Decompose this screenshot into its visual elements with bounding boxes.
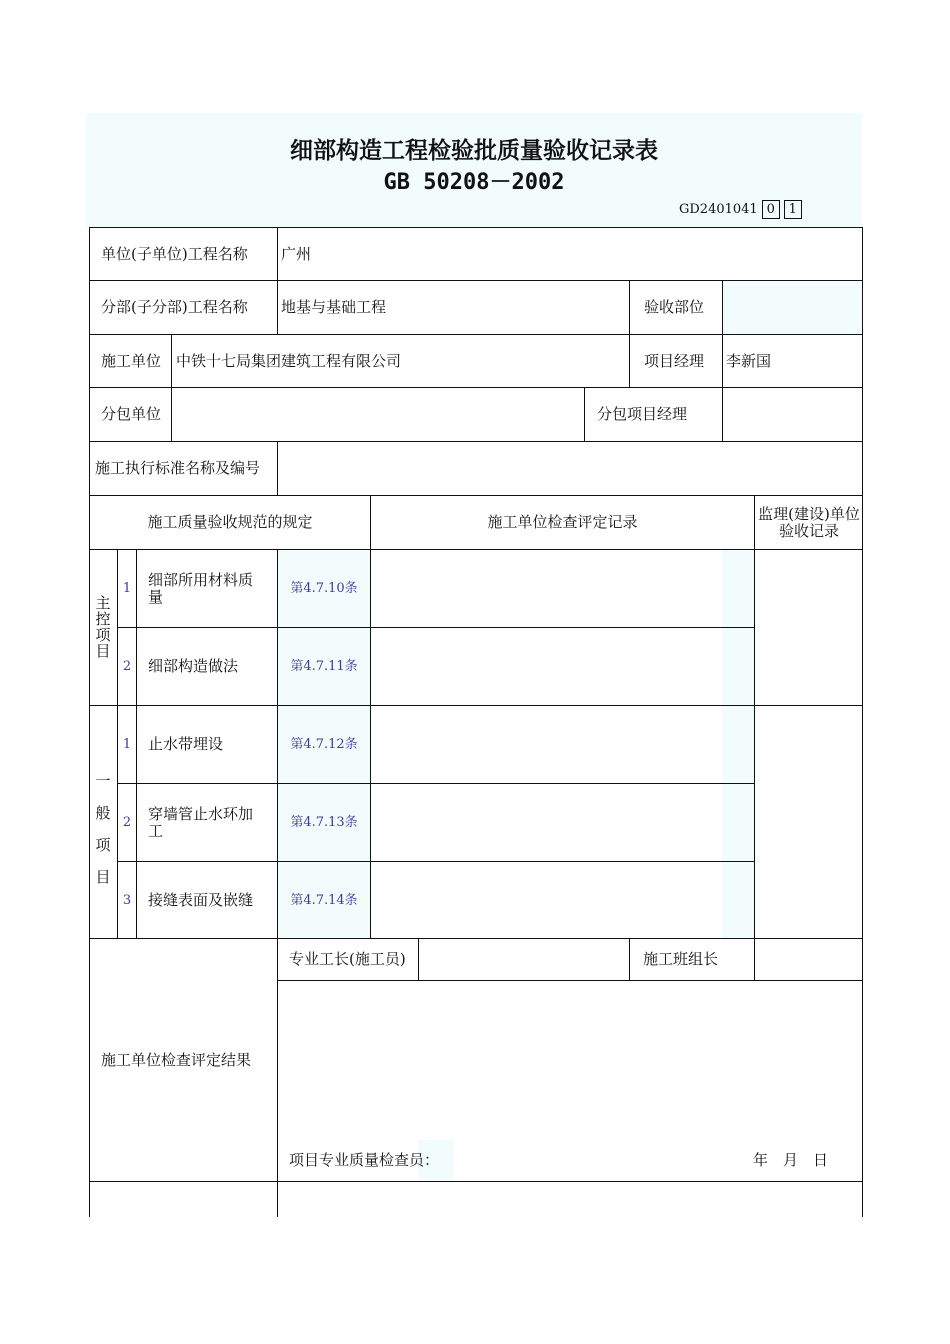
main-item-name: 细部所用材料质量 <box>148 570 254 606</box>
general-item-no: 2 <box>122 815 132 830</box>
general-item-name: 接缝表面及嵌缝 <box>148 890 254 909</box>
form-code-box-1[interactable]: 0 <box>762 200 780 219</box>
manager-value[interactable]: 李新国 <box>726 351 772 370</box>
supervisor-column-header: 监理(建设)单位验收记录 <box>758 505 860 540</box>
general-item-no: 1 <box>122 737 132 752</box>
standard-code: GB 50208－2002 <box>383 170 565 195</box>
form-code-box-2[interactable]: 1 <box>784 200 802 219</box>
acceptance-part-label: 验收部位 <box>644 298 705 316</box>
standard-label: 施工执行标准名称及编号 <box>95 458 261 477</box>
foreman-label: 专业工长(施工员) <box>289 950 406 968</box>
unit-project-label: 单位(子单位)工程名称 <box>101 244 248 263</box>
main-item-no: 1 <box>122 581 132 596</box>
general-item-clause: 第4.7.12条 <box>290 737 358 752</box>
subcontractor-label: 分包单位 <box>101 405 162 423</box>
general-label: 一般项目 <box>95 772 111 886</box>
sub-project-value[interactable]: 地基与基础工程 <box>281 298 387 316</box>
general-item-name: 止水带埋设 <box>148 735 224 753</box>
contractor-value[interactable]: 中铁十七局集团建筑工程有限公司 <box>176 351 402 370</box>
general-item-clause: 第4.7.13条 <box>290 815 358 830</box>
general-item-clause: 第4.7.14条 <box>290 892 358 908</box>
main-item-clause: 第4.7.10条 <box>290 581 358 596</box>
unit-project-value[interactable]: 广州 <box>281 244 312 263</box>
form-title: 细部构造工程检验批质量验收记录表 <box>290 138 658 164</box>
team-leader-label: 施工班组长 <box>643 950 719 968</box>
main-item-clause: 第4.7.11条 <box>290 659 358 674</box>
spec-column-header: 施工质量验收规范的规定 <box>147 513 313 531</box>
sub-manager-label: 分包项目经理 <box>597 405 688 423</box>
form-code-prefix: GD2401041 <box>679 202 758 217</box>
sub-project-label: 分部(子分部)工程名称 <box>101 298 248 316</box>
general-item-name: 穿墙管止水环加工 <box>148 804 254 840</box>
date-label: 年 月 日 <box>753 1150 829 1169</box>
contractor-label: 施工单位 <box>101 351 162 370</box>
main-item-no: 2 <box>122 659 132 674</box>
main-item-name: 细部构造做法 <box>148 657 239 675</box>
record-column-header: 施工单位检查评定记录 <box>487 513 638 531</box>
main-control-label: 主控项目 <box>95 594 111 660</box>
inspector-label: 项目专业质量检查员： <box>289 1150 440 1169</box>
general-item-no: 3 <box>122 892 132 908</box>
result-label: 施工单位检查评定结果 <box>101 1050 252 1069</box>
manager-label: 项目经理 <box>644 351 705 370</box>
